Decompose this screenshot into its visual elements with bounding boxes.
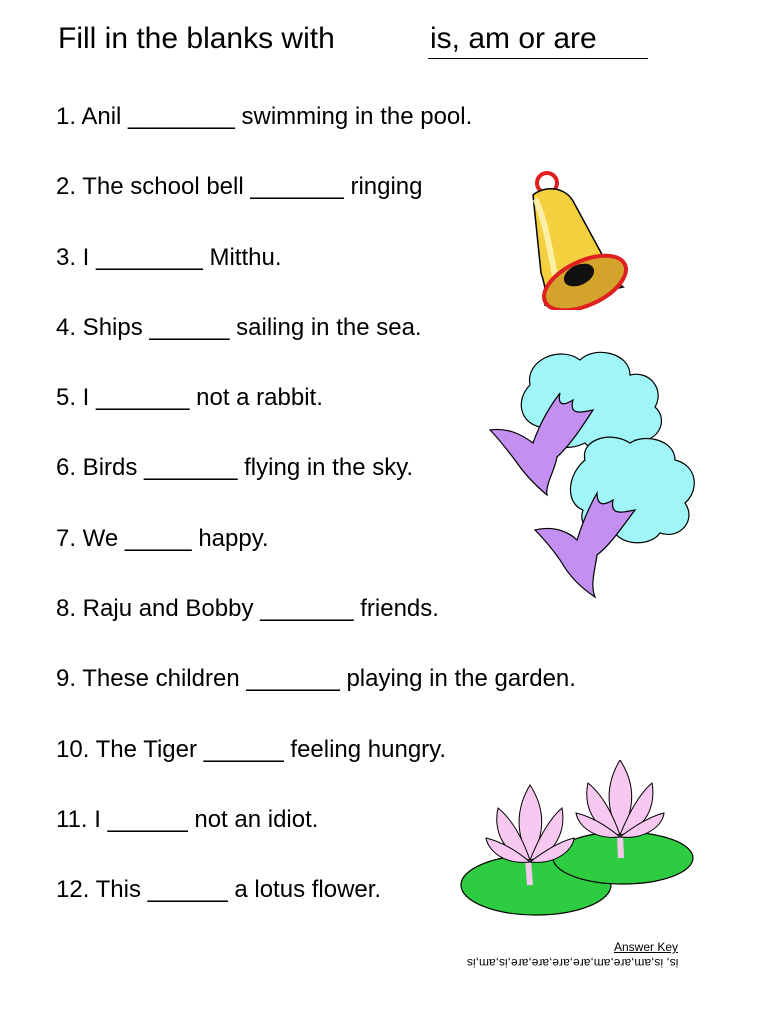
answer-key <box>467 940 678 970</box>
lotus-flower-icon <box>458 760 698 920</box>
question-item: 3. I ________ Mitthu. <box>56 243 282 271</box>
question-item: 11. I ______ not an idiot. <box>56 805 319 833</box>
question-item: 4. Ships ______ sailing in the sea. <box>56 313 422 341</box>
question-item: 8. Raju and Bobby _______ friends. <box>56 595 439 623</box>
question-item: 6. Birds _______ flying in the sky. <box>56 454 414 482</box>
question-item: 5. I _______ not a rabbit. <box>56 384 323 412</box>
question-item: 2. The school bell _______ ringing <box>56 173 423 201</box>
title-prefix: Fill in the blanks with <box>58 22 335 55</box>
answer-key-title: Answer Key <box>613 940 678 954</box>
question-item: 12. This ______ a lotus flower. <box>56 876 382 904</box>
question-item: 7. We _____ happy. <box>56 524 269 552</box>
title-answer-choices: is, am or are <box>428 22 648 59</box>
question-item: 10. The Tiger ______ feeling hungry. <box>56 735 447 763</box>
birds-tree-icon <box>485 345 700 600</box>
bell-icon <box>505 165 635 310</box>
question-item: 9. These children _______ playing in the garden. <box>56 665 576 693</box>
answer-key-answers: is, is,am,are,am,are,are,are,are,is,am,is <box>466 956 678 970</box>
question-item: 1. Anil ________ swimming in the pool. <box>56 103 473 130</box>
